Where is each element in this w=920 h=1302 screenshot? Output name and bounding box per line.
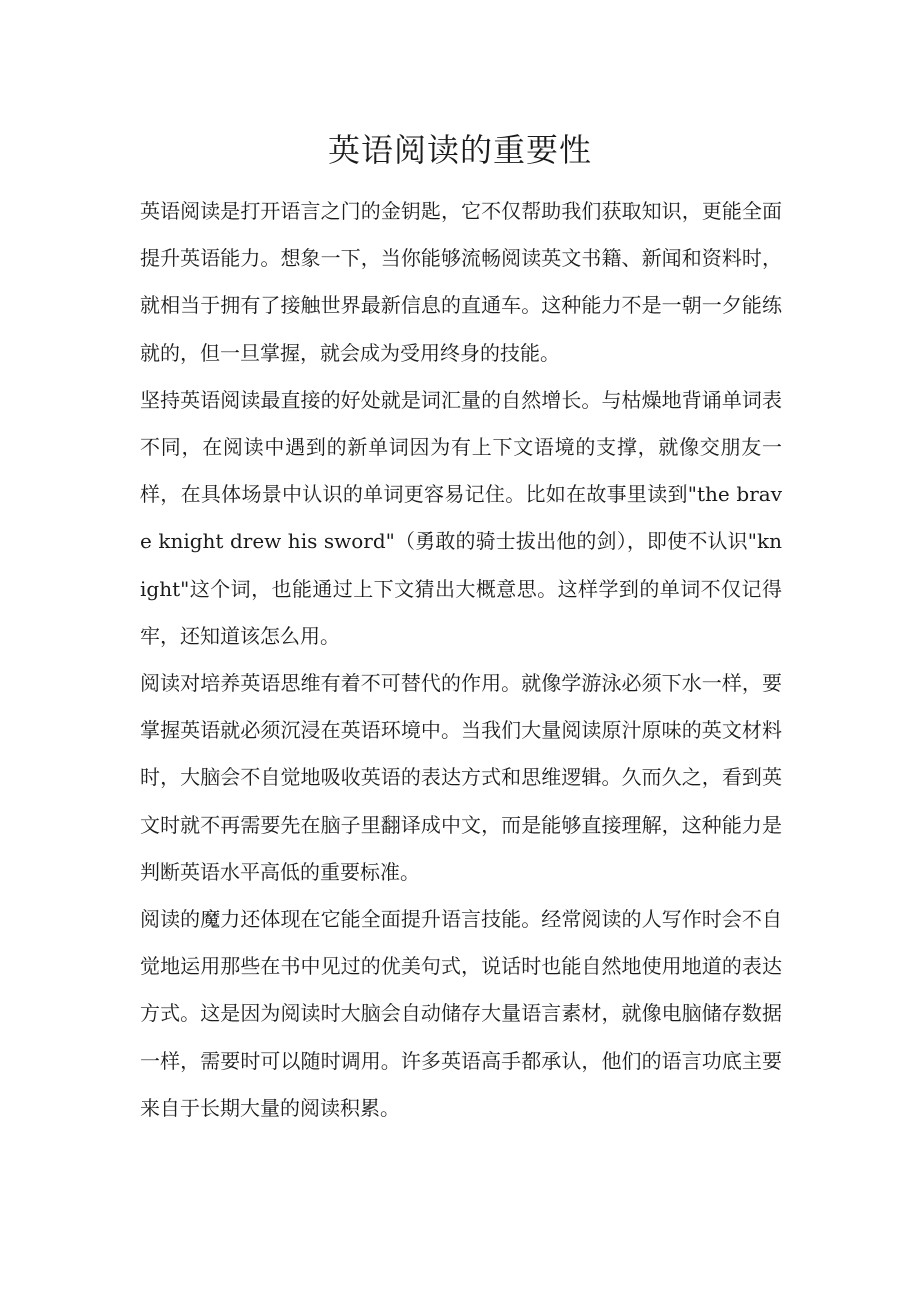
- paragraph-4: 阅读的魔力还体现在它能全面提升语言技能。经常阅读的人写作时会不自觉地运用那些在书中见过的优美句式，说话时也能自然地使用地道的表达方式。这是因为阅读时大脑会自动储存大量语言素材，就像电脑储存数据一样，需要时可以随时调用。许多英语高手都承认，他们的语言功底主要来自于长期大量的阅读积累。: [140, 907, 782, 1120]
- paragraph-3: 阅读对培养英语思维有着不可替代的作用。就像学游泳必须下水一样，要掌握英语就必须沉浸在英语环境中。当我们大量阅读原汁原味的英文材料时，大脑会不自觉地吸收英语的表达方式和思维逻辑。久而久之，看到英文时就不再需要先在脑子里翻译成中文，而是能够直接理解，这种能力是判断英语水平高低的重要标准。: [140, 671, 782, 884]
- paragraph-1: 英语阅读是打开语言之门的金钥匙，它不仅帮助我们获取知识，更能全面提升英语能力。想象一下，当你能够流畅阅读英文书籍、新闻和资料时，就相当于拥有了接触世界最新信息的直通车。这种能力不是一朝一夕能练就的，但一旦掌握，就会成为受用终身的技能。: [140, 199, 782, 365]
- page-title: 英语阅读的重要性: [327, 131, 592, 169]
- paragraph-2: 坚持英语阅读最直接的好处就是词汇量的自然增长。与枯燥地背诵单词表不同，在阅读中遇到的新单词因为有上下文语境的支撑，就像交朋友一样，在具体场景中认识的单词更容易记住。比如在故事里读到"the brave knight drew his sword"（勇敢的骑士拔出他的剑），即使不认识"knight"这个词，也能通过上下文猜出大概意思。这样学到的单词不仅记得牢，还知道该怎么用。: [140, 387, 782, 648]
- document-body: [140, 188, 782, 1132]
